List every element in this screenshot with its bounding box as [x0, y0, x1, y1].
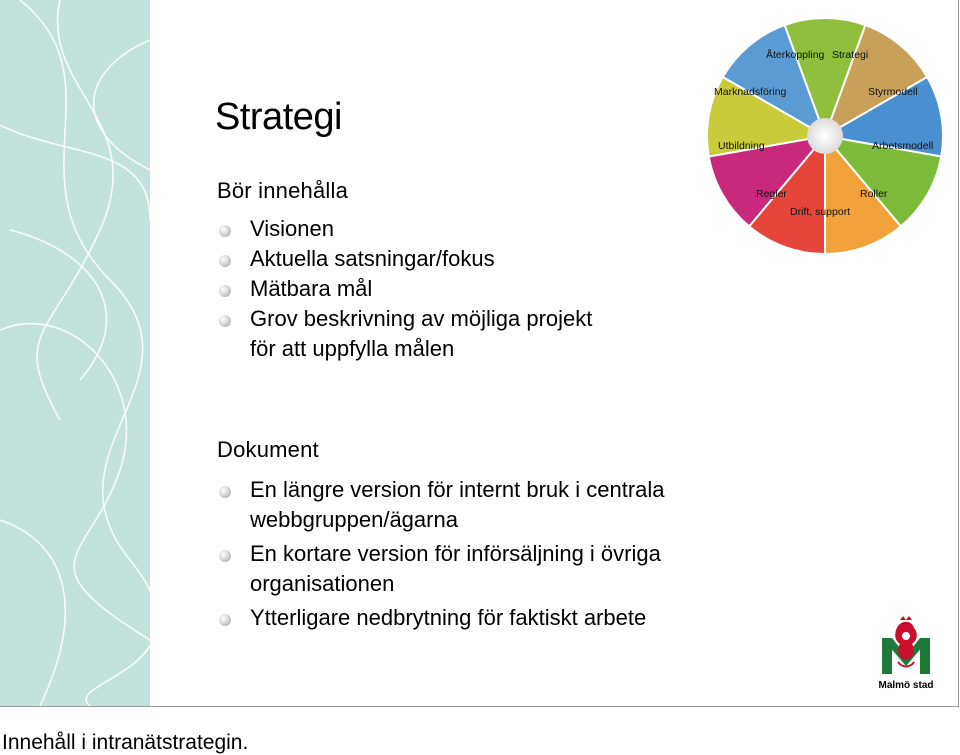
wheel-label-styrmodell: Styrmodell: [868, 86, 918, 98]
documents-list: [217, 475, 757, 633]
section-heading-content: Bör innehålla: [217, 178, 349, 203]
wheel-hub: [807, 118, 843, 154]
wheel-label-roller: Roller: [860, 188, 888, 200]
content-list: [217, 214, 617, 364]
swirl-decoration: [0, 0, 150, 706]
logo-label: Malmö stad: [878, 680, 934, 691]
list-item: Visionen: [217, 214, 617, 244]
list-item: En kortare version för införsäljning i övriga organisationen: [217, 539, 757, 599]
strategy-wheel: [700, 16, 950, 256]
wheel-label-utbildning: Utbildning: [718, 140, 765, 152]
list-item: Mätbara mål: [217, 274, 617, 304]
list-item: Grov beskrivning av möjliga projekt för att uppfylla målen: [217, 304, 617, 364]
list-item: Aktuella satsningar/fokus: [217, 244, 617, 274]
malmo-logo: [868, 616, 944, 696]
caption: Innehåll i intranätstrategin.: [2, 731, 249, 754]
section-heading-documents: Dokument: [217, 437, 319, 462]
wheel-label-marknadsforing: Marknadsföring: [714, 86, 787, 98]
wheel-label-aterkoppling: Återkoppling: [766, 49, 825, 61]
list-item: En längre version för internt bruk i centrala webbgruppen/ägarna: [217, 475, 757, 535]
list-item: Ytterligare nedbrytning för faktiskt arbete: [217, 603, 757, 633]
wheel-label-drift: Drift, support: [790, 206, 851, 218]
wheel-label-strategi: Strategi: [832, 49, 869, 61]
wheel-label-regler: Regler: [756, 188, 787, 200]
wheel-label-arbetsmodell: Arbetsmodell: [872, 140, 934, 152]
page-title: Strategi: [215, 96, 342, 138]
decorative-band: [0, 0, 150, 706]
griffin-emblem-icon: [868, 616, 944, 680]
